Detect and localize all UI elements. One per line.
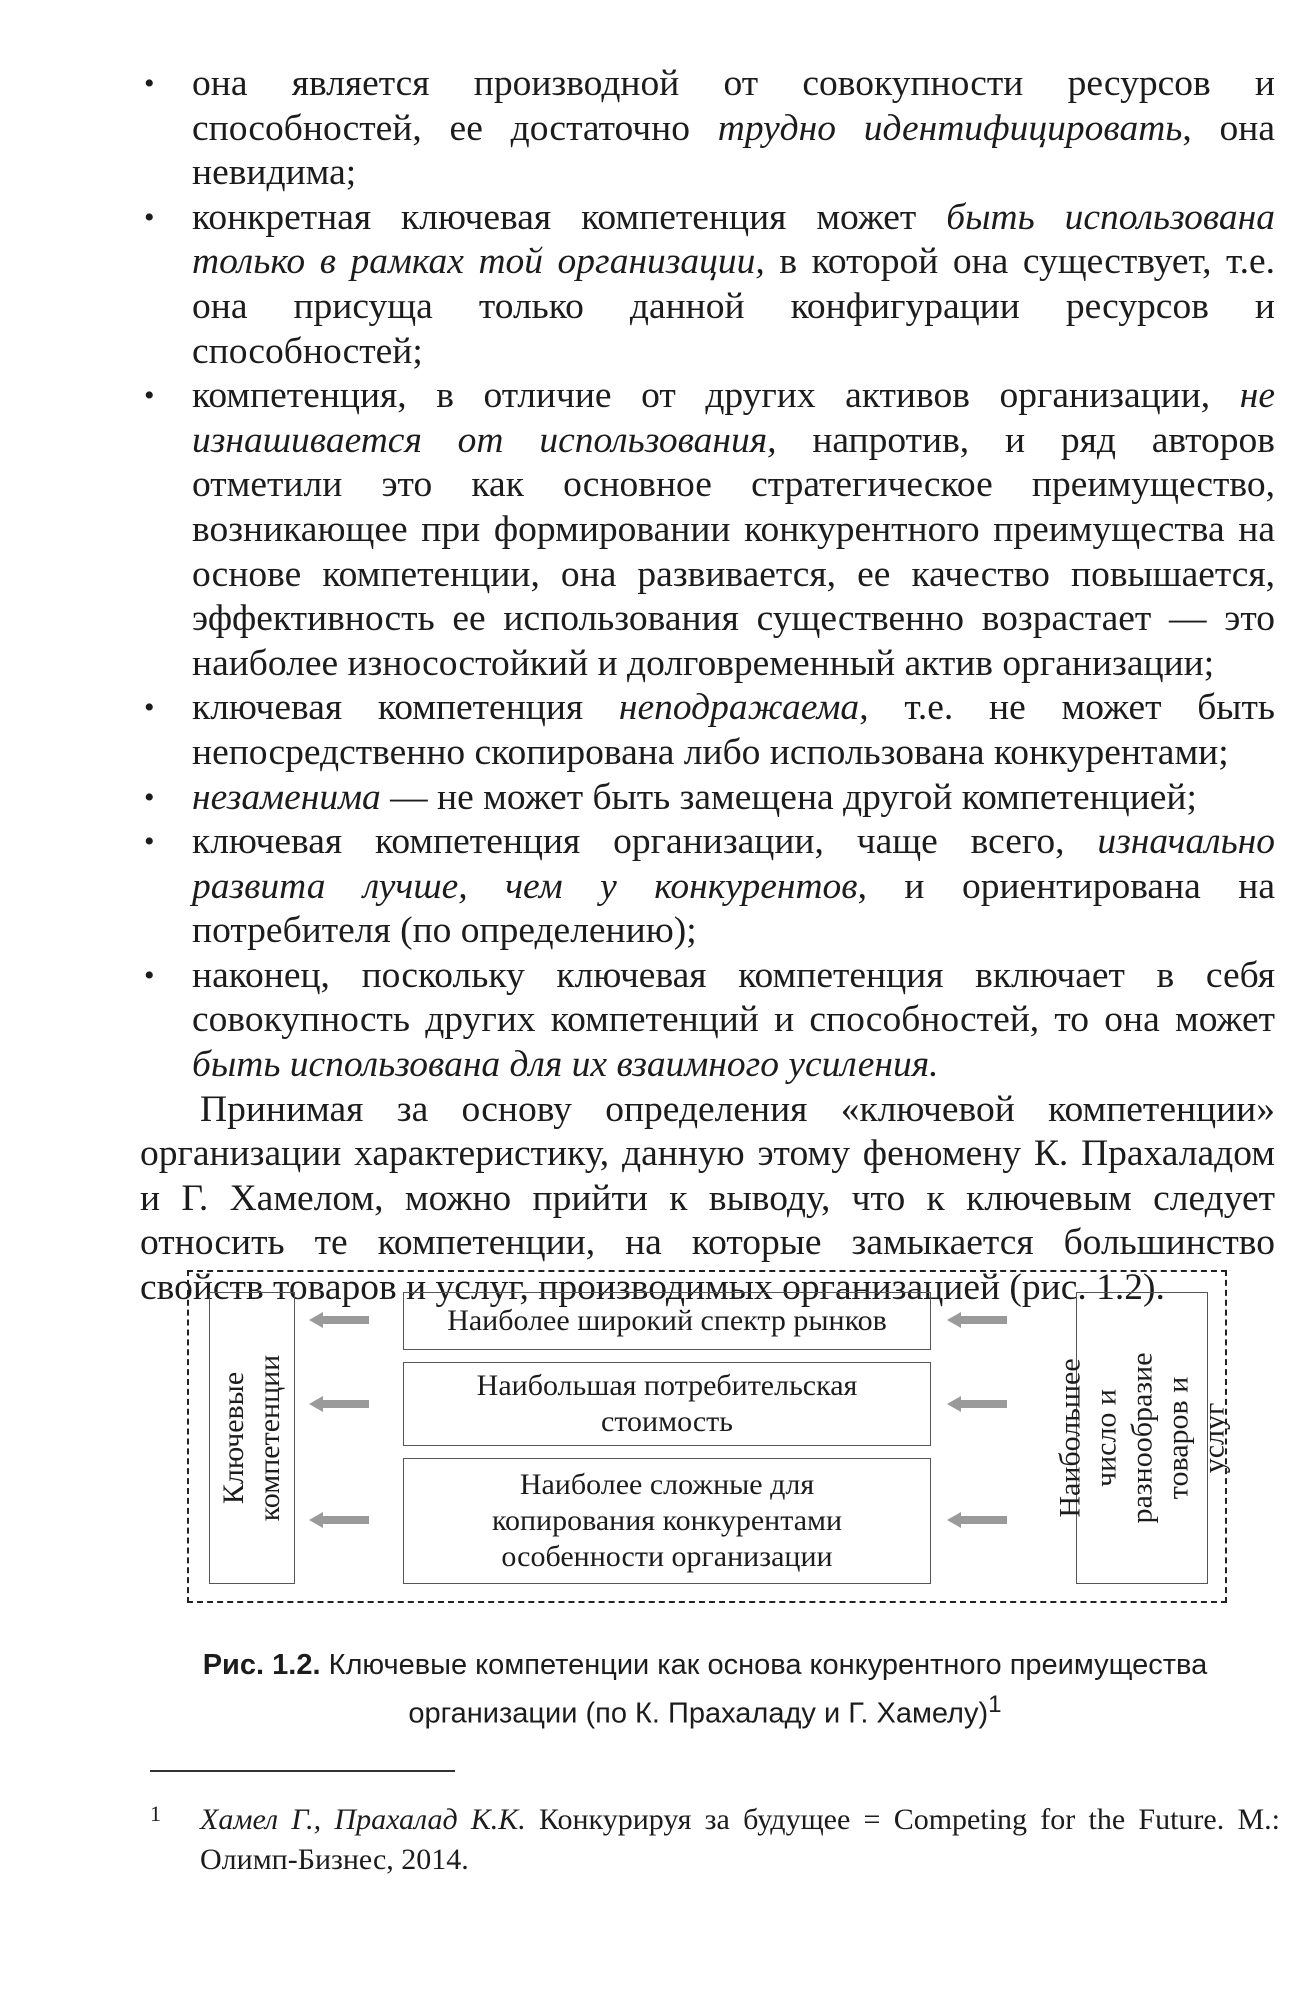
caption-text: Ключевые компетенции как основа конкурентного преимущества организации (по К. Прахаладу и Г. Хамелу) bbox=[320, 1649, 1208, 1730]
footnote bbox=[150, 1800, 1280, 1880]
arrow-left-icon bbox=[309, 1512, 369, 1528]
arrow-left-icon bbox=[309, 1396, 369, 1412]
bullet-text: , она невидима; bbox=[192, 107, 1276, 194]
footnote-number: 1 bbox=[150, 1801, 161, 1826]
bullet-text: в которой она существует, т.е. она присуща только данной конфигурации ресурсов и способностей; bbox=[192, 241, 1275, 372]
bullet-marker: • bbox=[144, 825, 155, 859]
bullet-marker: • bbox=[144, 67, 155, 100]
bullet-item bbox=[140, 820, 1275, 954]
right-label-box bbox=[1053, 1292, 1231, 1584]
bullet-marker: • bbox=[144, 379, 155, 413]
bullet-emphasis: быть использована для их взаимного усиления. bbox=[192, 1044, 939, 1086]
bullet-item bbox=[140, 954, 1275, 1088]
bullet-item bbox=[140, 776, 1275, 821]
left-label-box bbox=[209, 1292, 295, 1584]
arrow-left-icon bbox=[947, 1312, 1007, 1328]
bullet-text: она является производной от совокупности ресурсов и способностей, ее достаточно bbox=[192, 63, 1275, 149]
bullet-text: конкретная ключевая компетенция может bbox=[192, 196, 947, 238]
caption-label: Рис. 1.2. bbox=[202, 1649, 321, 1681]
footnote-divider bbox=[150, 1770, 455, 1772]
bullet-emphasis: изначально развита лучше, чем у конкурентов bbox=[192, 821, 1275, 907]
arrow-left-icon bbox=[309, 1312, 369, 1328]
bullet-text: — не может быть замещена другой компетенцией; bbox=[380, 776, 1197, 818]
bullet-text: ключевая компетенция bbox=[192, 687, 619, 729]
bullet-marker: • bbox=[144, 780, 155, 814]
bullet-item bbox=[140, 686, 1275, 775]
figure-diagram bbox=[187, 1270, 1231, 1603]
bullet-marker: • bbox=[144, 200, 155, 234]
bullet-text: напротив, и ряд авторов отметили это как основное стратегическое преимущество, возникающее при формировании конкурентного преимущества на основе компетенции, она развивается, ее качество повышается, эффективность ее использования существенно возрастает — это наиболее износостойкий и долговременный актив организации; bbox=[192, 419, 1275, 684]
bullet-item bbox=[140, 196, 1275, 374]
footnote-text: Конкурируя за будущее = Competing for the Future. М.: Олимп-Бизнес, 2014. bbox=[200, 1803, 1280, 1876]
left-label: Ключевые компетенции bbox=[217, 1354, 287, 1522]
figure-caption bbox=[150, 1645, 1260, 1734]
bullet-text: , и ориентирована на потребителя (по определению); bbox=[192, 865, 1275, 952]
bullet-list bbox=[140, 62, 1275, 1088]
bullet-text: , т.е. не может быть непосредственно скопирована либо использована конкурентами; bbox=[192, 687, 1275, 773]
bullet-item bbox=[140, 374, 1275, 686]
right-label: Наибольшее число и разнообразие товаров и услуг bbox=[1053, 1352, 1231, 1524]
diagram-box-value: Наибольшая потребительская стоимость bbox=[403, 1362, 931, 1446]
bullet-emphasis: быть использована только в рамках той организации, bbox=[192, 196, 1275, 283]
arrow-left-icon bbox=[947, 1512, 1007, 1528]
bullet-item bbox=[140, 62, 1275, 196]
bullet-text: компетенция, в отличие от других активов организации, bbox=[192, 375, 1240, 417]
bullet-marker: • bbox=[144, 691, 155, 725]
page-text bbox=[140, 62, 1275, 1311]
diagram-box-uniqueness: Наиболее сложные для копирования конкурентами особенности организации bbox=[403, 1458, 931, 1584]
diagram-box-markets: Наиболее широкий спектр рынков bbox=[403, 1292, 931, 1350]
bullet-emphasis: не изнашивается от использования, bbox=[192, 375, 1275, 461]
footnote-authors: Хамел Г., Прахалад К.К. bbox=[200, 1803, 526, 1836]
arrow-left-icon bbox=[947, 1396, 1007, 1412]
bullet-emphasis: незаменима bbox=[192, 776, 381, 818]
caption-footnote-ref: 1 bbox=[988, 1691, 1002, 1718]
bullet-text: ключевая компетенция организации, чаще всего, bbox=[192, 821, 1098, 863]
bullet-text: наконец, поскольку ключевая компетенция включает в себя совокупность других компетенций и способностей, то она может bbox=[192, 954, 1275, 1041]
bullet-emphasis: неподражаема bbox=[618, 687, 860, 729]
bullet-emphasis: трудно идентифицировать bbox=[717, 107, 1183, 149]
body-paragraph: Принимая за основу определения «ключевой компетенции» организации характеристику, данную этому феномену К. Прахаладом и Г. Хамелом, можно прийти к выводу, что к ключевым следует относить те компетенции, на которые замыкается большинство свойств товаров и услуг, производимых организацией (рис. 1.2). bbox=[140, 1088, 1275, 1309]
bullet-marker: • bbox=[144, 958, 155, 992]
